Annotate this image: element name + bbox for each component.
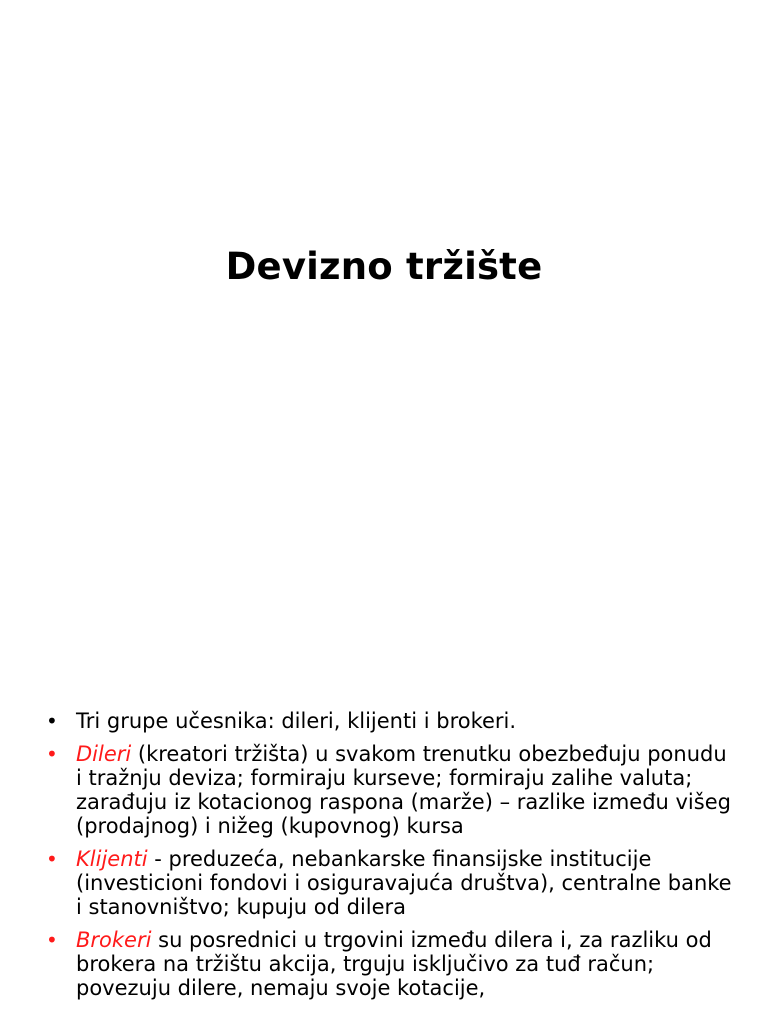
- bullet-dot-icon: •: [46, 742, 58, 766]
- bullet-dot-icon: •: [46, 709, 58, 733]
- bullet-text: su posrednici u trgovini između dilera i, za razliku od brokera na tržištu akcija, trguju isključivo za tuđ račun; povezuju dilere, nemaju svoje kotacije,: [76, 928, 712, 1000]
- bullet-text: Tri grupe učesnika: dileri, klijenti i brokeri.: [76, 709, 517, 733]
- bullet-item-brokeri: [44, 928, 734, 1000]
- bullet-item-dileri: [44, 742, 734, 838]
- slide-title: Devizno tržište: [225, 244, 543, 288]
- bullet-text: (kreatori tržišta) u svakom trenutku obezbeđuju ponudu i tražnju deviza; formiraju kurseve; formiraju zalihe valuta; zarađuju iz kotacionog raspona (marže) – razlike između višeg (prodajnog) i nižeg (kupovnog) kursa: [76, 742, 731, 838]
- bullet-text: - preduzeća, nebankarske finansijske institucije (investicioni fondovi i osiguravajuća društva), centralne banke i stanovništvo; kupuju od dilera: [76, 847, 732, 919]
- term-dileri: Dileri: [76, 742, 132, 766]
- bullet-dot-icon: •: [46, 928, 58, 952]
- bullet-dot-icon: •: [46, 847, 58, 871]
- bullet-item-klijenti: [44, 847, 734, 919]
- bullet-item-participants: [44, 709, 734, 733]
- term-brokeri: Brokeri: [76, 928, 152, 952]
- bullet-list: [44, 709, 734, 1009]
- term-klijenti: Klijenti: [76, 847, 148, 871]
